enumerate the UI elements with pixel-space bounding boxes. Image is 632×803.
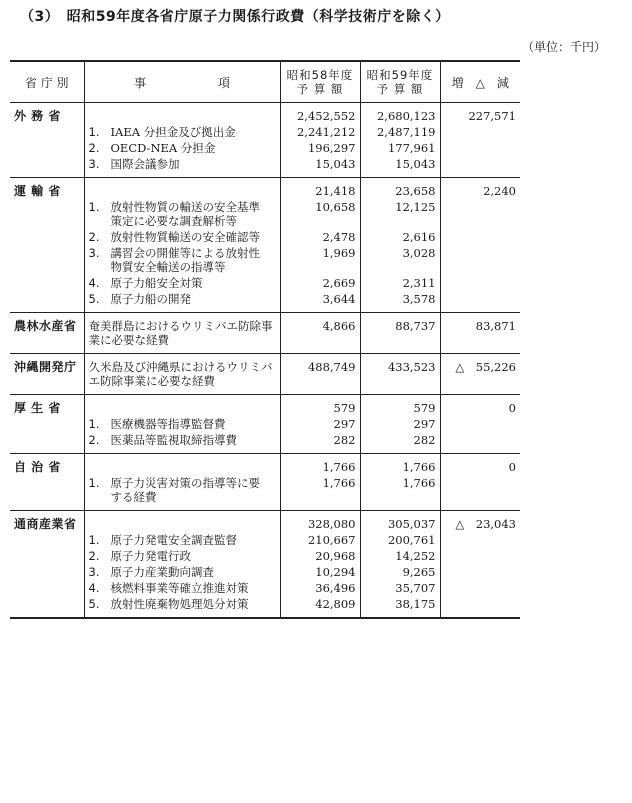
section-total-row [10,454,520,475]
budget-table [10,60,520,619]
item-fy58: 282 [280,431,360,454]
item-fy59: 2,487,119 [360,123,440,139]
total-diff: 83,871 [440,313,520,354]
total-fy58: 2,452,552 [280,103,360,124]
item-name: 医薬品等監視取締指導費 [110,433,237,447]
item-fy58: 36,496 [280,579,360,595]
total-fy58: 1,766 [280,454,360,475]
total-diff: 227,571 [440,103,520,124]
item-name: 国際会議参加 [110,157,180,171]
item-name: 放射性物質の輸送の安全基準策定に必要な調査解析等 [110,200,260,228]
page-title: （3） 昭和59年度各省庁原子力関係行政費（科学技術庁を除く） [20,9,450,25]
item-fy59: 200,761 [360,531,440,547]
header-fy59-line2: 予 算 額 [376,82,424,96]
item-number: 4. [88,276,100,290]
section-total-row [10,511,520,532]
item-fy58: 1,766 [280,474,360,511]
item-number: 2. [88,549,100,563]
item-name: 放射性物質輸送の安全確認等 [110,230,260,244]
table-row [10,274,520,290]
item-fy59: 38,175 [360,595,440,618]
table-row [10,415,520,431]
total-fy59: 579 [360,395,440,416]
item-number: 1. [88,417,100,431]
section-total-row [10,313,520,354]
item-name: 原子力災害対策の指導等に要する経費 [110,476,260,504]
ministry-name: 厚 生 省 [14,401,61,415]
section-home-affairs [10,454,520,511]
section-description: 奄美群島におけるウリミバエ防除事業に必要な経費 [84,313,280,354]
table-row [10,579,520,595]
total-diff: 0 [440,454,520,475]
item-number: 2. [88,433,100,447]
table-row [10,563,520,579]
section-total-row [10,103,520,124]
item-fy59: 2,616 [360,228,440,244]
table-row [10,198,520,228]
item-fy58: 196,297 [280,139,360,155]
total-fy58: 488,749 [280,354,360,395]
table-row [10,595,520,618]
header-diff: 増 △ 減 [440,61,520,103]
total-fy59: 433,523 [360,354,440,395]
header-fy58-line1: 昭和58年度 [286,68,354,82]
item-fy59: 2,311 [360,274,440,290]
total-fy58: 4,866 [280,313,360,354]
ministry-name: 自 治 省 [14,460,61,474]
item-fy59: 1,766 [360,474,440,511]
header-fy58-line2: 予 算 額 [296,82,344,96]
item-fy59: 3,578 [360,290,440,313]
item-number: 3. [88,246,100,260]
table-row [10,290,520,313]
section-health [10,395,520,454]
item-number: 1. [88,200,100,214]
item-fy58: 297 [280,415,360,431]
item-number: 4. [88,581,100,595]
item-name: 講習会の開催等による放射性物質安全輸送の指導等 [110,246,260,274]
item-name: IAEA 分担金及び拠出金 [110,125,236,139]
header-fy58 [280,61,360,103]
item-fy58: 210,667 [280,531,360,547]
section-trade-industry [10,511,520,619]
table-row [10,139,520,155]
item-name: 原子力船の開発 [110,292,191,306]
section-foreign-affairs [10,103,520,178]
section-description: 久米島及び沖縄県におけるウリミバエ防除事業に必要な経費 [84,354,280,395]
item-name: 原子力船安全対策 [110,276,203,290]
item-name: 原子力発電安全調査監督 [110,533,237,547]
item-name: 原子力産業動向調査 [110,565,214,579]
total-fy58: 21,418 [280,178,360,199]
item-fy59: 12,125 [360,198,440,228]
ministry-name: 農林水産省 [10,313,84,354]
total-fy59: 88,737 [360,313,440,354]
header-fy59-line1: 昭和59年度 [366,68,434,82]
item-fy58: 20,968 [280,547,360,563]
total-diff: △ 23,043 [440,511,520,532]
ministry-name: 沖縄開発庁 [10,354,84,395]
section-total-row [10,395,520,416]
table-row [10,474,520,511]
total-fy59: 23,658 [360,178,440,199]
item-fy58: 2,669 [280,274,360,290]
header-row [10,61,520,103]
section-okinawa [10,354,520,395]
item-fy59: 177,961 [360,139,440,155]
item-fy58: 10,294 [280,563,360,579]
item-number: 2. [88,230,100,244]
item-name: 原子力発電行政 [110,549,191,563]
total-diff: 2,240 [440,178,520,199]
table-row [10,228,520,244]
item-fy58: 42,809 [280,595,360,618]
section-agriculture [10,313,520,354]
total-fy58: 579 [280,395,360,416]
header-ministry: 省 庁 別 [10,61,84,103]
header-item: 事 項 [84,61,280,103]
item-number: 1. [88,125,100,139]
item-number: 5. [88,597,100,611]
table-row [10,547,520,563]
table-row [10,531,520,547]
item-name: 核燃料事業等確立推進対策 [110,581,249,595]
total-diff: 0 [440,395,520,416]
item-fy58: 2,241,212 [280,123,360,139]
item-fy59: 9,265 [360,563,440,579]
item-fy58: 15,043 [280,155,360,178]
item-name: 医療機器等指導監督費 [110,417,226,431]
item-number: 5. [88,292,100,306]
item-number: 2. [88,141,100,155]
total-fy58: 328,080 [280,511,360,532]
table-row [10,155,520,178]
item-number: 3. [88,565,100,579]
item-fy58: 1,969 [280,244,360,274]
table-row [10,431,520,454]
total-fy59: 1,766 [360,454,440,475]
item-fy59: 282 [360,431,440,454]
table-row [10,244,520,274]
item-number: 3. [88,157,100,171]
section-total-row [10,178,520,199]
section-total-row [10,354,520,395]
total-diff: △ 55,226 [440,354,520,395]
item-name: 放射性廃棄物処理処分対策 [110,597,249,611]
ministry-name: 通商産業省 [14,517,77,531]
item-name: OECD-NEA 分担金 [110,141,216,155]
item-fy58: 10,658 [280,198,360,228]
item-fy59: 35,707 [360,579,440,595]
table-row [10,123,520,139]
total-fy59: 2,680,123 [360,103,440,124]
item-fy58: 2,478 [280,228,360,244]
item-fy59: 297 [360,415,440,431]
item-fy59: 3,028 [360,244,440,274]
item-fy59: 14,252 [360,547,440,563]
section-transport [10,178,520,313]
ministry-name: 運 輸 省 [14,184,61,198]
unit-label: （単位：千円） [521,40,606,54]
total-fy59: 305,037 [360,511,440,532]
item-fy59: 15,043 [360,155,440,178]
item-number: 1. [88,533,100,547]
item-number: 1. [88,476,100,490]
item-fy58: 3,644 [280,290,360,313]
header-fy59 [360,61,440,103]
ministry-name: 外 務 省 [14,109,61,123]
